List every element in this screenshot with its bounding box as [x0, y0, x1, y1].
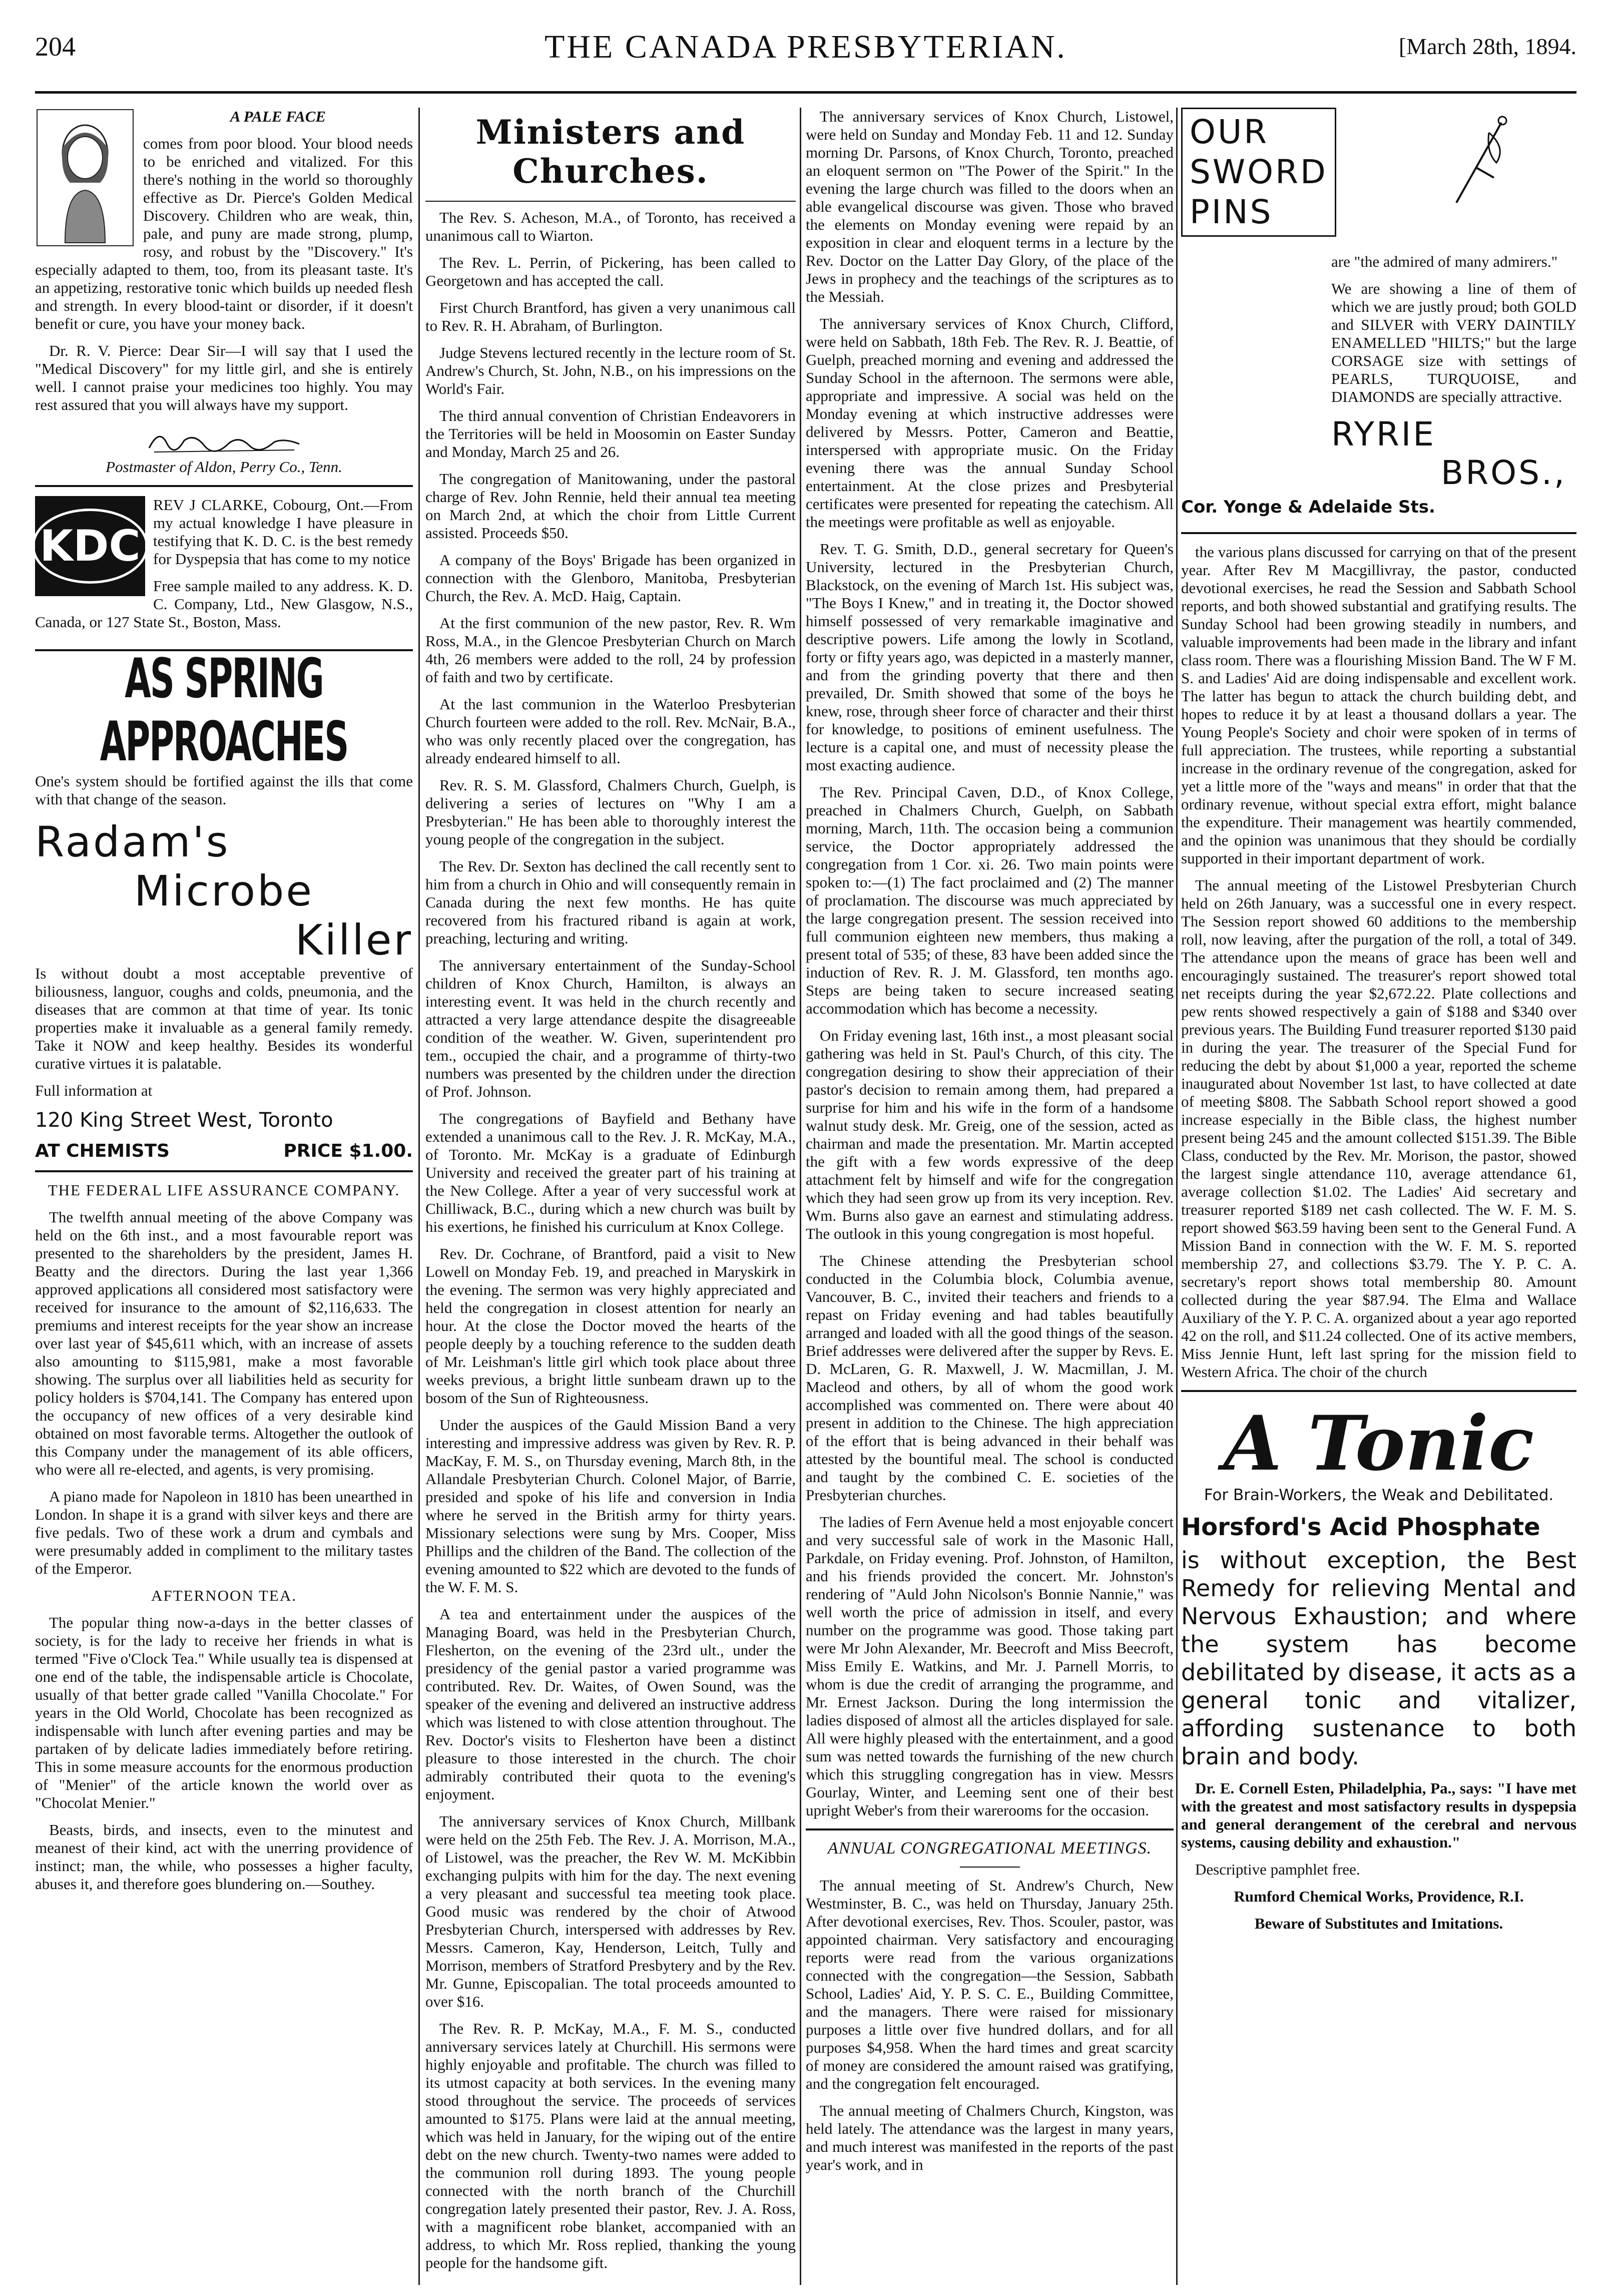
ministers-heading: Ministers and Churches.	[475, 113, 746, 191]
ryrie-address: Cor. Yonge & Adelaide Sts.	[1181, 497, 1435, 517]
sword-line1: OUR	[1190, 113, 1269, 151]
news-paragraph: The annual meeting of St. Andrew's Church, New Westminster, B. C., was held on Thursday, January 25th. After devotional exercises, Rev. Thos. Scouler, pastor, was appointed chairman. Very satisfactory and encouraging reports were read from the various organizations connected with the congregation—the Session, Sabbath School, Ladies' Aid, Y. P. S. C. E., Building Committee, and the managers. There were raised for missionary purposes a little over five hundred dollars, and for all purposes $4,958. When the hard times and great scarcity of money are considered the amount raised was gratifying, and the congregation felt encouraged.	[806, 1877, 1174, 2092]
afternoon-tea-article	[35, 1587, 413, 1893]
column-rule	[800, 108, 801, 2285]
divider	[806, 1828, 1174, 1830]
radam-text: Is without doubt a most acceptable preventive of biliousness, languor, coughs and colds, pneumonia, and the diseases that are common at that time of year. Its tonic properties make it invaluable as a general family remedy. Take it NOW and keep healthy. Besides its wonderful curative virtues it is palatable.	[35, 965, 413, 1072]
news-paragraph: Under the auspices of the Gauld Mission Band a very interesting and impressive address was given by Rev. R. P. MacKay, F. M. S., on Thursday evening, March 8th, in the Allandale Presbyterian Church. Colonel Major, of Barrie, presided and spoke of his life and conversion in India where he served in the British army for thirty years. Missionary selections were sung by Mrs. Cooper, Miss Phillips and the children of the Band. The collection of the evening amounted to $22 which are devoted to the funds of the W. F. M. S.	[425, 1416, 796, 1596]
news-paragraph: The anniversary services of Knox Church, Clifford, were held on Sabbath, 18th Feb. The Rev. R. J. Beattie, of Guelph, preached morning and evening and addressed the Sunday School in the afternoon. The sermons were able, appropriate and impressive. A social was held on the Monday evening at which instructive addresses were delivered by Messrs. Potter, Cameron and Beattie, interspersed with appropriate music. On the Friday evening there was the annual Sunday School entertainment. At the close prizes and Presbyterial certificates were presented for repeating the catechism. All the meetings were profitable as well as enjoyable.	[806, 315, 1174, 531]
annual-meetings-heading: ANNUAL CONGREGATIONAL MEETINGS.	[827, 1839, 1152, 1858]
news-paragraph: Judge Stevens lectured recently in the lecture room of St. Andrew's Church, St. John, N.B., on his impressions on the World's Fair.	[425, 344, 796, 397]
column-rule	[1176, 108, 1178, 2285]
news-paragraph: On Friday evening last, 16th inst., a most pleasant social gathering was held in St. Paul's Church, of this city. The congregation desiring to show their appreciation of their pastor's decision to remain among them, had prepared a surprise for him and his wife in the form of a handsome walnut study desk. Mr. Greig, one of the session, acted as chairman and made the presentation. Mr. Martin accepted the gift with a few words expressive of the deep attachment felt by himself and wife for the congregation which they had seen grow up from its very inception. Rev. Wm. Burns also gave an earnest and stimulating address. The outlook in this young congregation is most hopeful.	[806, 1027, 1174, 1242]
federal-life-heading: THE FEDERAL LIFE ASSURANCE COMPANY.	[48, 1181, 400, 1199]
news-paragraph: The anniversary services of Knox Church, Listowel, were held on Sunday and Monday Feb. 11 and 12. Sunday morning Dr. Parsons, of Knox Church, Toronto, preached an eloquent sermon on "The Power of the Spirit." In the evening the large church was filled to the doors when an able evangelical discourse was given. Those who braved the elements on Monday evening were repaid by an exposition in clear and eloquent terms in a lecture by the Rev. Doctor on the Latter Day Glory, of the place of the Jews in prophecy and the teachings of the scriptures as to the Messiah.	[806, 108, 1174, 305]
afternoon-tea-p2: Beasts, birds, and insects, even to the minutest and meanest of their kind, act with the unerring providence of instinct; man, the while, who possesses a higher faculty, abuses it, and therefore goes blundering on.—Southey.	[35, 1821, 413, 1893]
radam-chemists: AT CHEMISTS	[35, 1141, 170, 1161]
afternoon-tea-heading: AFTERNOON TEA.	[151, 1587, 297, 1604]
church-news-articles	[806, 108, 1174, 1819]
divider	[1181, 1390, 1576, 1392]
tonic-ad	[1181, 1401, 1576, 1933]
news-paragraph: The annual meeting of the Listowel Presbyterian Church held on 26th January, was a successful one in every respect. The Session report showed 60 additions to the membership roll, now leaving, after the purgation of the roll, a total of 349. The attendance upon the means of grace has been well and encouragingly sustained. The treasurer's report showed total net receipts during the year $2,672.22. Plate collections and pew rents showed respectively a gain of $188 and $340 over previous years. The Building Fund treasurer reported $130 paid in during the year. The treasurer of the Special Fund for reducing the debt by about $1,000 a year, reported the scheme inaugurated about November 1st last, to have collected at date of meeting $808. The Sabbath School report showed a good increase especially in the Bible class, the highest number present being 245 and the amount collected $151.39. The Bible Class, conducted by the Rev. Mr. Morison, the pastor, showed the largest single attendance 110, average attendance 61, average collection $1.02. The Ladies' Aid secretary and treasurer reported $189 net cash collected. The W. F. M. S. report showed $63.59 having been sent to the General Fund. A Mission Band in connection with the W. F. M. S. reported membership 27, and collections $3.79. The Y. P. C. A. secretary's report shows total membership 80. Amount collected during the year $87.94. The Elma and Wallace Auxiliary of the Y. P. C. A. organized about a year ago reported 42 on the roll, and $11.24 collected. One of its active members, Miss Jennie Hunt, left last spring for the mission field to Western Africa. The choir of the church	[1181, 876, 1576, 1381]
page-number: 204	[35, 32, 76, 62]
kdc-logo	[35, 496, 145, 596]
ryrie-brand2: BROS.,	[1441, 453, 1566, 492]
sword-pins-ad	[1181, 108, 1576, 523]
federal-life-p2: A piano made for Napoleon in 1810 has been unearthed in London. In shape it is a grand with silver keys and there are five pedals. Two of these work a drum and cymbals and were presumably added in compliment to the military tastes of the Emperor.	[35, 1488, 413, 1577]
pale-face-text: comes from poor blood. Your blood needs to be enriched and vitalized. For this there's nothing in the world so thoroughly effective as Dr. Pierce's Golden Medical Discovery. Children who are weak, thin, pale, and puny are made strong, plump, rosy, and robust by the "Discovery." It's especially adapted to them, too, from its pleasant taste. It's an appetizing, restorative tonic which builds up needed flesh and strength. In every blood-taint or disorder, if it doesn't benefit or cure, you have your money back.	[35, 135, 413, 332]
radam-line3: Killer	[295, 915, 413, 965]
kdc-ad	[35, 496, 413, 640]
page-header	[35, 26, 1576, 94]
news-paragraph: The Rev. R. P. McKay, M.A., F. M. S., conducted anniversary services lately at Churchill. His sermons were highly enjoyable and profitable. The church was filled to its utmost capacity at both services. In the evening many stood throughout the service. The proceeds of services amounted to $175. Plans were laid at the annual meeting, which was held in January, for the wiping out of the entire debt on the new church. Twenty-two names were added to the communion roll during 1893. The young people connected with the north branch of the Churchill congregation lately presented their pastor, Rev. J. A. Ross, with a magnificent robe blanket, accompanied with an address, to which Mr. Ross replied, thanking the young people for the handsome gift.	[425, 2020, 796, 2271]
horsford-brand: Horsford's Acid Phosphate	[1181, 1513, 1540, 1541]
divider	[35, 1170, 413, 1172]
divider	[960, 1867, 1020, 1868]
radam-price: PRICE $1.00.	[283, 1141, 413, 1161]
spring-ad	[35, 647, 413, 1161]
annual-meetings-articles	[806, 1877, 1174, 2174]
tonic-sub: For Brain-Workers, the Weak and Debilitated.	[1204, 1486, 1554, 1504]
news-paragraph: The anniversary entertainment of the Sunday-School children of Knox Church, Hamilton, is always an interesting event. It was held in the church recently and attracted a very large attendance despite the disagreeable condition of the weather. W. Given, superintendent pro tem., occupied the chair, and a programme of thirty-two numbers was presented by the children under the direction of Prof. Johnson.	[425, 957, 796, 1100]
signature-caption: Postmaster of Aldon, Perry Co., Tenn.	[106, 458, 342, 476]
news-paragraph: The Rev. Dr. Sexton has declined the call recently sent to him from a church in Ohio and will consequently remain in Canada during the next few months. He has quite recovered from his fractured riband is again at work, preaching, lecturing and writing.	[425, 857, 796, 947]
signature	[144, 423, 304, 458]
divider	[425, 201, 796, 202]
tonic-text: is without exception, the Best Remedy for relieving Mental and Nervous Exhaustion; and where the system has become debilitated by disease, it acts as a general tonic and vitalizer, affording sustenance to both brain and body.	[1181, 1547, 1576, 1770]
sword-text1: are "the admired of many admirers."	[1331, 253, 1558, 270]
annual-meetings-continued	[1181, 543, 1576, 1381]
radam-info: Full information at	[35, 1082, 153, 1099]
column-rule	[418, 108, 420, 2285]
news-paragraph: First Church Brantford, has given a very unanimous call to Rev. R. H. Abraham, of Burlington.	[425, 299, 796, 334]
column-2	[425, 108, 796, 2285]
news-paragraph: The Rev. Principal Caven, D.D., of Knox College, preached in Chalmers Church, Guelph, on Sabbath morning, March, 11th. The occasion being a communion service, the Doctor appropriately addressed the congregation from 1 Cor. xi. 26. Two main points were spoken to:—(1) The fact proclaimed and (2) The manner of proclamation. The discourse was much appreciated by the large congregation present. The session received into full communion eighteen new members, thus making a present total of 535; of these, 83 have been added since the induction of Rev. R. J. M. Glassford, ten months ago. Steps are being taken to secure increased seating accommodation which has become a necessity.	[806, 783, 1174, 1017]
sword-line2: SWORD	[1190, 153, 1328, 191]
sword-line3: PINS	[1190, 193, 1273, 231]
news-paragraph: A tea and entertainment under the auspices of the Managing Board, was held in the Presbyterian Church, Flesherton, on the evening of the 23rd ult., under the presidency of the genial pastor a varied programme was contributed. Rev. Dr. Waites, of Owen Sound, was the speaker of the evening and delivered an instructive address which was listened to with close attention throughout. The Rev. Doctor's visits to Flesherton have been a distinct pleasure to those interested in the church. The choir admirably contributed their quota to the evening's enjoyment.	[425, 1605, 796, 1803]
column-1	[35, 108, 413, 2285]
pale-face-heading: A PALE FACE	[230, 108, 326, 125]
news-paragraph: The annual meeting of Chalmers Church, Kingston, was held lately. The attendance was the largest in many years, and much interest was manifested in the reports of the past year's work, and in	[806, 2102, 1174, 2173]
column-3	[806, 108, 1174, 2285]
federal-life-p1: The twelfth annual meeting of the above Company was held on the 6th inst., and a most favourable report was presented to the shareholders by the president, James H. Beatty and the directors. During the last year 1,366 approved applications all considered most satisfactory were received for insurance to the amount of $2,116,633. The premiums and interest receipts for the year show an increase over last year of $45,611 which, with an increase of assets also amounting to $115,981, make a most favorable showing. The surplus over all liabilities held as security for policy holders is $704,141. The Company has entered upon the occupancy of new offices of a very desirable kind obtained on most favorable terms. Altogether the outlook of this Company under the management of its able officers, who were all re-elected, and agents, is very promising.	[35, 1208, 413, 1478]
tonic-quote: Dr. E. Cornell Esten, Philadelphia, Pa., says: "I have met with the greatest and most satisfactory results in dyspepsia and general derangement of the cerebral and nervous systems, causing debility and exhaustion."	[1181, 1779, 1576, 1851]
news-paragraph: The Rev. S. Acheson, M.A., of Toronto, has received a unanimous call to Wiarton.	[425, 209, 796, 244]
radam-address: 120 King Street West, Toronto	[35, 1109, 333, 1132]
sword-text2: We are showing a line of them of which we are justly proud; both GOLD and SILVER with VERY DAINTILY ENAMELLED "HILTS;" but the large CORSAGE size with settings of PEARLS, TURQUOISE, and DIAMONDS are specially attractive.	[1331, 280, 1576, 405]
news-paragraph: Rev. Dr. Cochrane, of Brantford, paid a visit to New Lowell on Monday Feb. 19, and preached in Maryskirk in the evening. The sermon was very highly appreciated and held the congregation in closest attention for nearly an hour. At the close the Doctor moved the hearts of the people deeply by a touching reference to the sudden death of Mr. Leishman's little girl which took place about three weeks previous, a bright little sunbeam drawn up to the bosom of the Sun of Righteousness.	[425, 1245, 796, 1407]
news-paragraph: The Chinese attending the Presbyterian school conducted in the Columbia block, Columbia avenue, Vancouver, B. C., invited their teachers and friends to a repast on Friday evening and had tables beautifully arranged and loaded with all the good things of the season. Brief addresses were delivered after the supper by Revs. E. D. McLaren, G. R. Maxwell, J. W. Macmillan, J. M. Macleod and others, by all of whom the good work accomplished was commented on. There were about 40 present in addition to the Chinese. The high appreciation of the effort that is being advanced in their behalf was attested by the bountiful meal. The school is conducted and taught by the combined C. E. societies of the Presbyterian churches.	[806, 1252, 1174, 1504]
news-paragraph: Rev. R. S. M. Glassford, Chalmers Church, Guelph, is delivering a series of lectures on "Why I am a Presbyterian." He has been able to thoroughly interest the young people of the congregation in the subject.	[425, 776, 796, 848]
divider	[1181, 532, 1576, 534]
column-4	[1181, 108, 1576, 2285]
issue-date: [March 28th, 1894.	[1398, 34, 1576, 59]
ministers-articles	[425, 209, 796, 2272]
girl-portrait-illustration	[35, 108, 135, 248]
news-paragraph: The congregation of Manitowaning, under the pastoral charge of Rev. John Rennie, held their annual tea meeting on March 2nd, at which the choir from Little Current assisted. Proceeds $50.	[425, 470, 796, 542]
kdc-sample: Free sample mailed to any address. K. D. C. Company, Ltd., New Glasgow, N.S., Canada, or 127 State St., Boston, Mass.	[35, 577, 413, 631]
radam-line2: Microbe	[134, 866, 314, 915]
spring-text: One's system should be fortified against the ills that come with that change of the season.	[35, 772, 413, 808]
kdc-testimonial: REV J CLARKE, Cobourg, Ont.—From my actual knowledge I have pleasure in testifying that K. D. C. is the best remedy for Dyspepsia that has come to my notice	[153, 496, 413, 568]
afternoon-tea-p1: The popular thing now-a-days in the better classes of society, is for the lady to receive her friends in what is termed "Five o'Clock Tea." While usually tea is dispensed at one end of the table, the indispensable article is Chocolate, usually of that better grade called "Vanilla Chocolate." For years in the Old World, Chocolate has been recognized as indispensable with lunch after evening parties and may be partaken of by delicate ladies immediately before retiring. This in some measure accounts for the enormous production of "Menier" of the article known the world over as "Chocolat Menier."	[35, 1614, 413, 1811]
news-paragraph: The third annual convention of Christian Endeavorers in the Territories will be held in Moosomin on Easter Sunday and Monday, March 25 and 26.	[425, 407, 796, 461]
news-paragraph: The congregations of Bayfield and Bethany have extended a unanimous call to the Rev. J. R. McKay, M.A., of Toronto. Mr. McKay is a graduate of Edinburgh University and received the greater part of his training at the New College. After a year of very successful work at Chilliwack, B.C., during which a new church was built by his exertions, he finished his curriculum at Knox College.	[425, 1110, 796, 1235]
tonic-works: Rumford Chemical Works, Providence, R.I.	[1234, 1888, 1524, 1905]
sword-pin-illustration	[1446, 113, 1516, 213]
news-paragraph: At the first communion of the new pastor, Rev. R. Wm Ross, M.A., in the Glencoe Presbyterian Church on March 4th, 26 members were added to the roll, 24 by profession of faith and two by certificate.	[425, 614, 796, 686]
spring-heading: AS SPRING APPROACHES	[100, 647, 348, 774]
radam-line1: Radam's	[35, 817, 230, 866]
tonic-beware: Beware of Substitutes and Imitations.	[1254, 1915, 1503, 1932]
news-paragraph: The ladies of Fern Avenue held a most enjoyable concert and very successful sale of work in the Masonic Hall, Parkdale, on Friday evening. Prof. Johnston, of Hamilton, and his friends provided the concert. Mr. Johnston's rendering of "Auld John Nicolson's Bonnie Nannie," was well worth the price of admission in itself, and every number on the programme was good. Those taking part were Mr John Alexander, Mr. Beecroft and Miss Beecroft, Miss Emily E. Watkins, and Mr. J. Parnell Morris, to whom is due the credit of arranging the programme, and Mr. Ernest Jackson. During the long intermission the ladies disposed of almost all the articles displayed for sale. All were highly pleased with the entertainment, and a good sum was netted towards the furnishing of the new church which this struggling congregation has in view. Messrs Gourlay, Winter, and Leeming sent one of their best upright Weber's from their warerooms for the occasion.	[806, 1513, 1174, 1819]
tonic-pamphlet: Descriptive pamphlet free.	[1195, 1861, 1360, 1878]
news-paragraph: At the last communion in the Waterloo Presbyterian Church fourteen were added to the roll. Rev. McNair, B.A., who was only recently placed over the congregation, has already endeared himself to all.	[425, 695, 796, 767]
news-paragraph: the various plans discussed for carrying on that of the present year. After Rev M Macgillivray, the pastor, conducted devotional exercises, he read the Session and Sabbath School reports, and both showed substantial and gratifying results. The Sunday School had been growing steadily in numbers, and valuable improvements had been made in the library and infant class room. There was a flourishing Mission Band. The W F M. S. and Ladies' Aid are doing indispensable and excellent work. The latter has begun to attack the church building debt, and hopes to reduce it by at least a thousand dollars a year. The Young People's Society and choir were spoken of in terms of full appreciation. The trustees, while reporting a substantial increase in the ordinary revenue of the congregation, asked for yet a little more of the "ways and means" in order that that the ordinary revenue, without special extra effort, might balance the expenditure. Their management was heartily commended, and the opinion was unanimous that they should be cordially supported in their important department of work.	[1181, 543, 1576, 867]
pale-face-ad	[35, 108, 413, 476]
newspaper-title: THE CANADA PRESBYTERIAN.	[545, 29, 1067, 65]
news-paragraph: The anniversary services of Knox Church, Millbank were held on the 25th Feb. The Rev. J. A. Morrison, M.A., of Listowel, was the preacher, the Rev W. M. McKibbin exchanging pulpits with him for the day. The next evening a very pleasant and successful tea meeting took place. Good music was rendered by the choir of Atwood Presbyterian Church, interspersed with addresses by Rev. Messrs. Cameron, Kay, Henderson, Leitch, Tully and Morrison, members of Stratford Presbytery and by the Rev. Mr. Gunne, Episcopalian. The total proceeds amounted to over $16.	[425, 1812, 796, 2010]
tonic-heading: A Tonic	[1223, 1400, 1534, 1488]
federal-life-article	[35, 1181, 413, 1578]
divider	[35, 485, 413, 487]
news-paragraph: A company of the Boys' Brigade has been organized in connection with the Glenboro, Manitoba, Presbyterian Church, the Rev. A. McD. Haig, Captain.	[425, 551, 796, 605]
pale-face-letter: Dr. R. V. Pierce: Dear Sir—I will say that I used the "Medical Discovery" for my little girl, and she is entirely well. I cannot praise your medicines too highly. You may rest assured that you will always have my support.	[35, 342, 413, 413]
news-paragraph: The Rev. L. Perrin, of Pickering, has been called to Georgetown and has accepted the call.	[425, 254, 796, 289]
kdc-logo-text: KDC	[35, 509, 148, 584]
ryrie-brand1: RYRIE	[1331, 415, 1436, 453]
news-paragraph: Rev. T. G. Smith, D.D., general secretary for Queen's University, lectured in the Presbyterian Church, Blackstock, on the evening of March 1st. His subject was, "The Boys I Knew," and in treating it, the Doctor showed himself possessed of very remarkable imaginative and descriptive powers. Life among the lowly in Scotland, forty or fifty years ago, was depicted in a masterly manner, and from the grinding poverty that there and then prevailed, Dr. Smith showed that some of the boys he knew, rose, through sheer force of character and their thirst for knowledge, to positions of eminent usefulness. The lecture is a capital one, and must of necessity please the most exacting audience.	[806, 540, 1174, 774]
